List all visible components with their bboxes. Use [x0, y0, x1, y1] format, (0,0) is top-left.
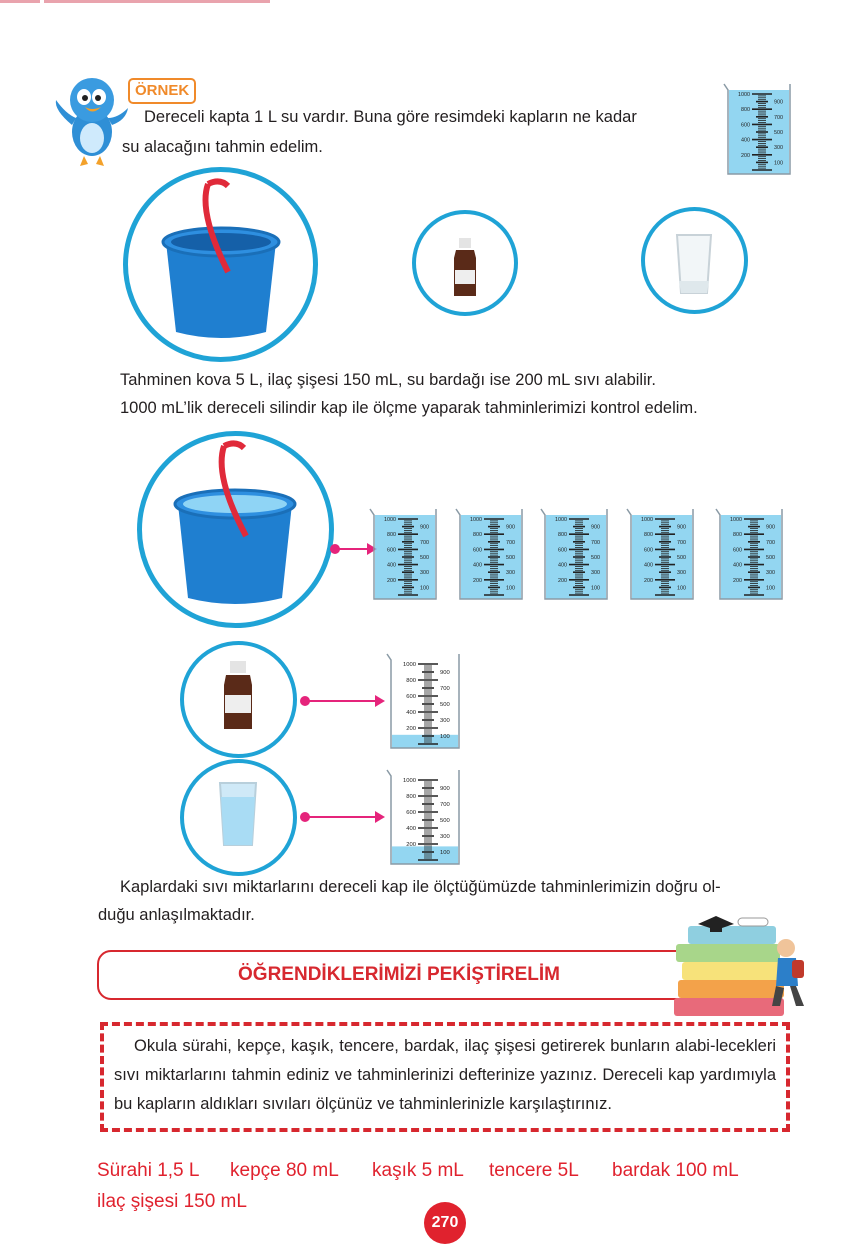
scale-label: 700	[591, 539, 600, 546]
books-student-icon	[668, 906, 810, 1024]
measuring-beaker-icon	[454, 501, 526, 605]
scale-label: 300	[774, 145, 783, 152]
measuring-beaker-icon	[625, 501, 697, 605]
bucket-water-circle	[137, 431, 334, 628]
medicine-bottle-icon	[184, 645, 293, 754]
scale-label: 700	[677, 539, 686, 546]
scale-label: 200	[406, 842, 416, 848]
scale-label: 900	[766, 524, 775, 531]
scale-label: 200	[644, 577, 653, 584]
scale-label: 600	[558, 547, 567, 554]
scale-label: 600	[741, 122, 750, 129]
glass-circle	[180, 759, 297, 876]
scale-label: 200	[741, 152, 750, 159]
scale-label: 900	[677, 524, 686, 531]
page-number	[424, 1202, 466, 1244]
scale-label: 400	[558, 562, 567, 569]
measuring-beaker-icon	[385, 762, 463, 870]
scale-label: 300	[677, 570, 686, 577]
scale-label: 800	[644, 532, 653, 539]
answer-ilac: ilaç şişesi 150 mL	[97, 1191, 247, 1212]
scale-label: 400	[733, 562, 742, 569]
scale-label: 700	[506, 539, 515, 546]
water-glass-icon	[645, 211, 744, 310]
answer-kepce: kepçe 80 mL	[230, 1160, 339, 1181]
scale-label: 500	[440, 818, 450, 824]
medicine-bottle-icon	[416, 214, 514, 312]
scale-label: 1000	[641, 517, 653, 523]
section-title: ÖĞRENDİKLERİMİZİ PEKİŞTİRELİM	[238, 964, 560, 985]
scale-label: 300	[506, 570, 515, 577]
example-text-line2: su alacağını tahmin edelim.	[122, 138, 323, 156]
scale-label: 600	[406, 694, 416, 700]
scale-label: 400	[473, 562, 482, 569]
scale-label: 200	[473, 577, 482, 584]
scale-label: 900	[440, 786, 450, 792]
scale-label: 500	[677, 555, 686, 561]
scale-label: 500	[420, 555, 429, 561]
scale-label: 600	[644, 547, 653, 554]
scale-label: 300	[766, 570, 775, 577]
bucket-circle	[123, 167, 318, 362]
scale-label: 300	[440, 834, 450, 840]
scale-label: 400	[406, 710, 416, 716]
scale-label: 300	[440, 718, 450, 724]
scale-label: 200	[558, 577, 567, 584]
scale-label: 900	[591, 524, 600, 531]
scale-label: 400	[644, 562, 653, 569]
estimate-text-line1: Tahminen kova 5 L, ilaç şişesi 150 mL, su bardağı ise 200 mL sıvı alabilir.	[120, 371, 656, 389]
scale-label: 100	[591, 585, 600, 592]
scale-label: 100	[774, 160, 783, 167]
scale-label: 400	[387, 562, 396, 569]
top-accent-line	[0, 0, 40, 3]
answer-surahi: Sürahi 1,5 L	[97, 1160, 200, 1181]
pointer-arrow	[305, 700, 383, 702]
bird-mascot-icon	[52, 70, 130, 170]
scale-label: 500	[440, 702, 450, 708]
scale-label: 600	[406, 810, 416, 816]
scale-label: 400	[406, 826, 416, 832]
measuring-beaker-icon	[722, 76, 794, 180]
medicine-bottle-circle	[412, 210, 518, 316]
scale-label: 100	[440, 734, 450, 740]
scale-label: 700	[440, 802, 450, 808]
scale-label: 700	[440, 686, 450, 692]
scale-label: 1000	[402, 778, 416, 784]
scale-label: 1000	[555, 517, 567, 523]
scale-label: 200	[387, 577, 396, 584]
measuring-beaker-icon	[539, 501, 611, 605]
scale-label: 800	[741, 107, 750, 114]
scale-label: 700	[766, 539, 775, 546]
scale-label: 100	[677, 585, 686, 592]
scale-label: 500	[591, 555, 600, 561]
measuring-beaker-icon	[368, 501, 440, 605]
scale-label: 1000	[402, 662, 416, 668]
scale-label: 600	[473, 547, 482, 554]
scale-label: 100	[420, 585, 429, 592]
bucket-icon	[128, 172, 313, 357]
scale-label: 900	[506, 524, 515, 531]
answer-kasik: kaşık 5 mL	[372, 1160, 464, 1181]
scale-label: 500	[506, 555, 515, 561]
example-label: ÖRNEK	[128, 78, 196, 104]
scale-label: 100	[440, 850, 450, 856]
scale-label: 400	[741, 137, 750, 144]
conclusion-text-line2: duğu anlaşılmaktadır.	[98, 906, 255, 924]
answer-bardak: bardak 100 mL	[612, 1160, 739, 1181]
scale-label: 800	[406, 794, 416, 800]
scale-label: 800	[558, 532, 567, 539]
scale-label: 200	[406, 726, 416, 732]
measuring-beaker-icon	[385, 646, 463, 754]
water-glass-icon	[184, 763, 293, 872]
scale-label: 500	[766, 555, 775, 561]
top-accent-line	[44, 0, 270, 3]
scale-label: 100	[766, 585, 775, 592]
example-text-line1: Dereceli kapta 1 L su vardır. Buna göre resimdeki kapların ne kadar	[144, 108, 637, 126]
scale-label: 900	[440, 670, 450, 676]
scale-label: 1000	[384, 517, 396, 523]
scale-label: 900	[774, 99, 783, 106]
scale-label: 800	[387, 532, 396, 539]
pointer-arrow	[305, 816, 383, 818]
scale-label: 700	[420, 539, 429, 546]
answer-tencere: tencere 5L	[489, 1160, 579, 1181]
glass-circle	[641, 207, 748, 314]
scale-label: 800	[473, 532, 482, 539]
scale-label: 600	[387, 547, 396, 554]
scale-label: 700	[774, 114, 783, 121]
medicine-bottle-circle	[180, 641, 297, 758]
scale-label: 800	[406, 678, 416, 684]
conclusion-text-line1: Kaplardaki sıvı miktarlarını dereceli kap ile ölçtüğümüzde tahminlerimizin doğru ol-	[120, 878, 721, 896]
section-title-banner	[97, 950, 701, 1000]
scale-label: 300	[591, 570, 600, 577]
measuring-beaker-icon	[714, 501, 786, 605]
scale-label: 1000	[730, 517, 742, 523]
scale-label: 500	[774, 130, 783, 136]
activity-text: Okula sürahi, kepçe, kaşık, tencere, bardak, ilaç şişesi getirerek bunların alabi-lecekleri sıvı miktarlarını tahmin ediniz ve tahminlerinizi defterinize yazınız. Dereceli kap yardımıyla bu kapların aldıkları sıvıları ölçünüz ve tahminlerinizle karşılaştırınız.	[114, 1037, 776, 1113]
scale-label: 900	[420, 524, 429, 531]
page-number-text: 270	[431, 1214, 459, 1231]
scale-label: 600	[733, 547, 742, 554]
scale-label: 1000	[470, 517, 482, 523]
scale-label: 800	[733, 532, 742, 539]
scale-label: 300	[420, 570, 429, 577]
bucket-with-water-icon	[142, 436, 329, 623]
estimate-text-line2: 1000 mL’lik dereceli silindir kap ile ölçme yaparak tahminlerimizi kontrol edelim.	[120, 399, 698, 417]
scale-label: 200	[733, 577, 742, 584]
scale-label: 100	[506, 585, 515, 592]
scale-label: 1000	[738, 92, 750, 98]
